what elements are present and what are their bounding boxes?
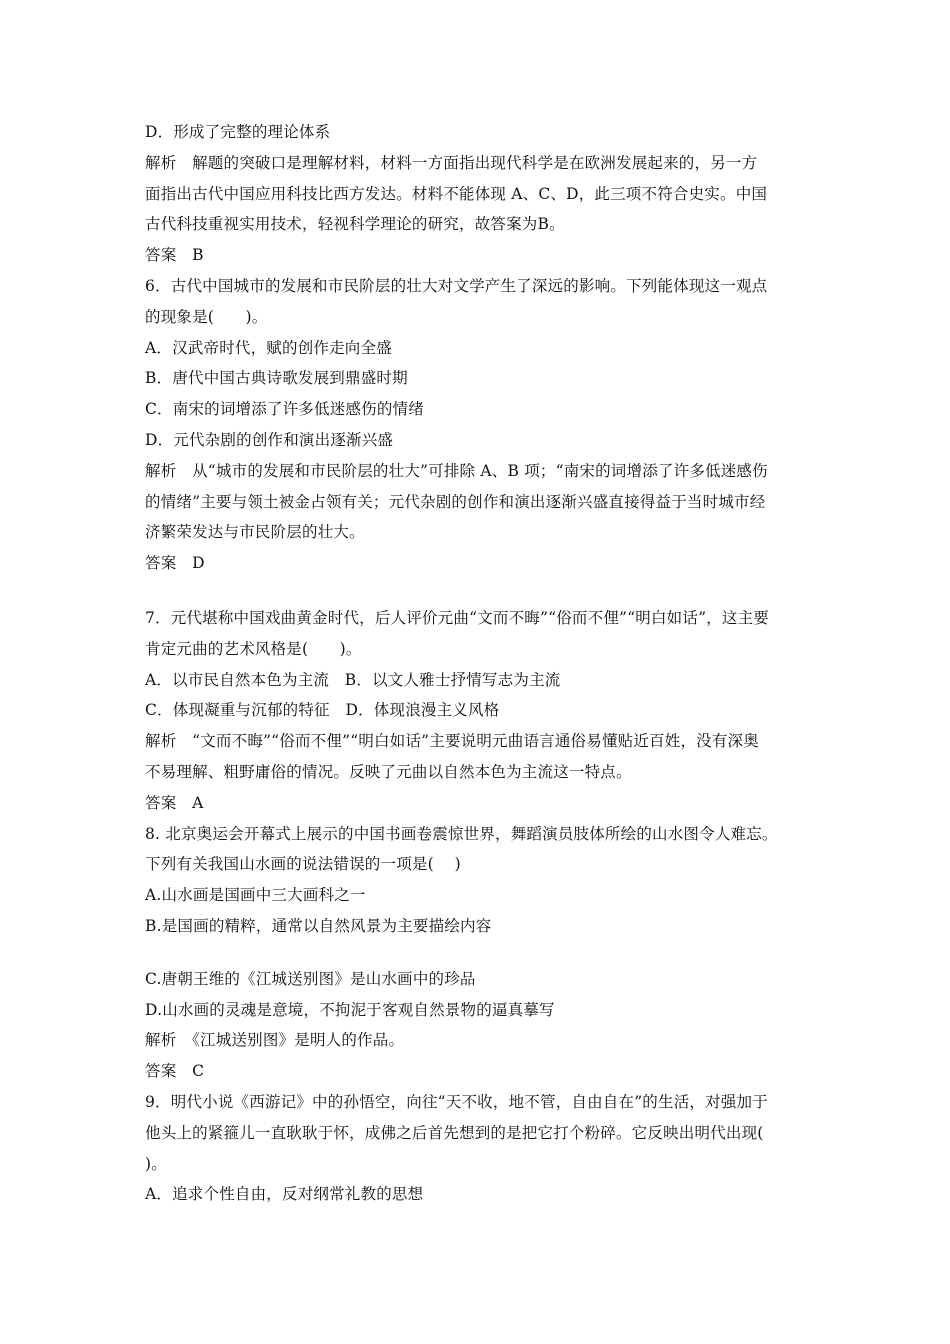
option-c: C.唐朝王维的《江城送别图》是山水画中的珍品: [145, 969, 476, 988]
analysis-text: 面指出古代中国应用科技比西方发达。材料不能体现 A、C、D，此三项不符合史实。中国: [145, 184, 768, 203]
analysis-text: 古代科技重视实用技术，轻视科学理论的研究，故答案为B。: [145, 215, 565, 234]
answer-text: 答案 C: [145, 1062, 205, 1081]
options-cd: C．体现凝重与沉郁的特征 D．体现浪漫主义风格: [145, 701, 500, 720]
question-8-9: [145, 964, 825, 1210]
answer-text: 答案 D: [145, 554, 205, 573]
answer-text: 答案 B: [145, 246, 204, 265]
question-7: [145, 603, 825, 942]
option-d: D.山水画的灵魂是意境，不拘泥于客观自然景物的逼真摹写: [145, 1000, 555, 1019]
analysis-text: 不易理解、粗野庸俗的情况。反映了元曲以自然本色为主流这一特点。: [145, 762, 632, 781]
analysis-text: 解析 《江城送别图》是明人的作品。: [145, 1031, 405, 1050]
option-a: A.山水画是国画中三大画科之一: [145, 886, 366, 905]
question-stem: 7．元代堪称中国戏曲黄金时代，后人评价元曲“文而不晦”“俗而不俚”“明白如话”，这主要: [145, 608, 770, 627]
option-b: B．唐代中国古典诗歌发展到鼎盛时期: [145, 369, 408, 388]
question-stem: 他头上的紧箍儿一直耿耿于怀，成佛之后首先想到的是把它打个粉碎。它反映出明代出现(: [145, 1123, 764, 1142]
document-page: [145, 117, 825, 1210]
analysis-text: 的情绪”主要与领土被金占领有关；元代杂剧的创作和演出逐渐兴盛直接得益于当时城市经: [145, 492, 766, 511]
question-stem: 下列有关我国山水画的说法错误的一项是( ): [145, 855, 461, 874]
question-stem: 6．古代中国城市的发展和市民阶层的壮大对文学产生了深远的影响。下列能体现这一观点: [145, 276, 768, 295]
spacer: [145, 579, 825, 603]
question-stem: )。: [145, 1154, 167, 1173]
options-ab: A．以市民自然本色为主流 B．以文人雅士抒情写志为主流: [145, 670, 561, 689]
question-stem: 9．明代小说《西游记》中的孙悟空，向往“天不收，地不管，自由自在”的生活，对强加于: [145, 1092, 768, 1111]
option-a: A．追求个性自由，反对纲常礼教的思想: [145, 1185, 424, 1204]
analysis-text: 解析 解题的突破口是理解材料，材料一方面指出现代科学是在欧洲发展起来的，另一方: [145, 153, 758, 172]
option-d: D．形成了完整的理论体系: [145, 123, 331, 141]
question-5-tail: [145, 117, 825, 271]
question-stem: 的现象是( )。: [145, 307, 268, 326]
analysis-text: 解析 “文而不晦”“俗而不俚”“明白如话”主要说明元曲语言通俗易懂贴近百姓，没有深奥: [145, 732, 759, 751]
option-d: D．元代杂剧的创作和演出逐渐兴盛: [145, 430, 394, 449]
question-6: [145, 271, 825, 579]
question-stem: 肯定元曲的艺术风格是( )。: [145, 639, 362, 658]
option-c: C．南宋的词增添了许多低迷感伤的情绪: [145, 400, 424, 419]
option-b: B.是国画的精粹，通常以自然风景为主要描绘内容: [145, 916, 492, 935]
analysis-text: 解析 从“城市的发展和市民阶层的壮大”可排除 A、B 项；“南宋的词增添了许多低迷感伤: [145, 461, 768, 480]
answer-text: 答案 A: [145, 793, 204, 812]
analysis-text: 济繁荣发达与市民阶层的壮大。: [145, 523, 365, 542]
question-stem: 8. 北京奥运会开幕式上展示的中国书画卷震惊世界，舞蹈演员肢体所绘的山水图令人难忘。: [145, 824, 778, 843]
spacer: [145, 942, 825, 964]
option-a: A．汉武帝时代，赋的创作走向全盛: [145, 338, 392, 357]
